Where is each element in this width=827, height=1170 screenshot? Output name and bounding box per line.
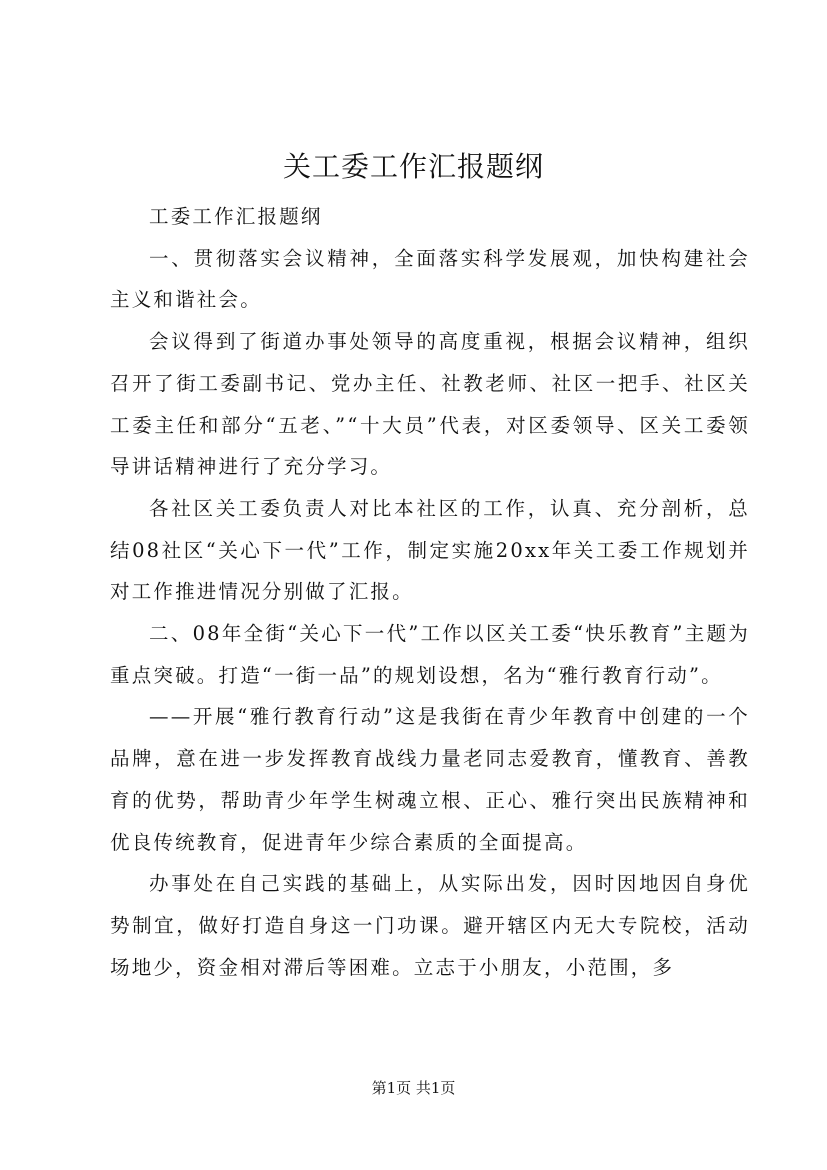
paragraph: 二、08年全街“关心下一代”工作以区关工委“快乐教育”主题为重点突破。打造“一街一品”的规划设想，名为“雅行教育行动”。 xyxy=(110,622,750,687)
paragraph: 各社区关工委负责人对比本社区的工作，认真、充分剖析，总结08社区“关心下一代”工作，制定实施20xx年关工委工作规划并对工作推进情况分别做了汇报。 xyxy=(110,496,750,604)
paragraph: 会议得到了街道办事处领导的高度重视，根据会议精神，组织召开了街工委副书记、党办主任、社教老师、社区一把手、社区关工委主任和部分“五老、”“十大员”代表，对区委领导、区关工委领导讲话精神进行了充分学习。 xyxy=(110,330,750,479)
paragraph: 办事处在自己实践的基础上，从实际出发，因时因地因自身优势制宜，做好打造自身这一门功课。避开辖区内无大专院校，活动场地少，资金相对滞后等困难。立志于小朋友，小范围，多 xyxy=(110,872,750,979)
document-title: 关工委工作汇报题纲 xyxy=(282,150,544,183)
paragraph: 一、贯彻落实会议精神，全面落实科学发展观，加快构建社会主义和谐社会。 xyxy=(110,246,750,312)
paragraph: ——开展“雅行教育行动”这是我街在青少年教育中创建的一个品牌，意在进一步发挥教育战线力量老同志爱教育，懂教育、善教育的优势，帮助青少年学生树魂立根、正心、雅行突出民族精神和优良传统教育，促进青年少综合素质的全面提高。 xyxy=(110,705,750,854)
page-footer: 第1页 共1页 xyxy=(371,1079,456,1097)
document-body xyxy=(110,196,750,988)
paragraph: 工委工作汇报题纲 xyxy=(149,205,323,228)
